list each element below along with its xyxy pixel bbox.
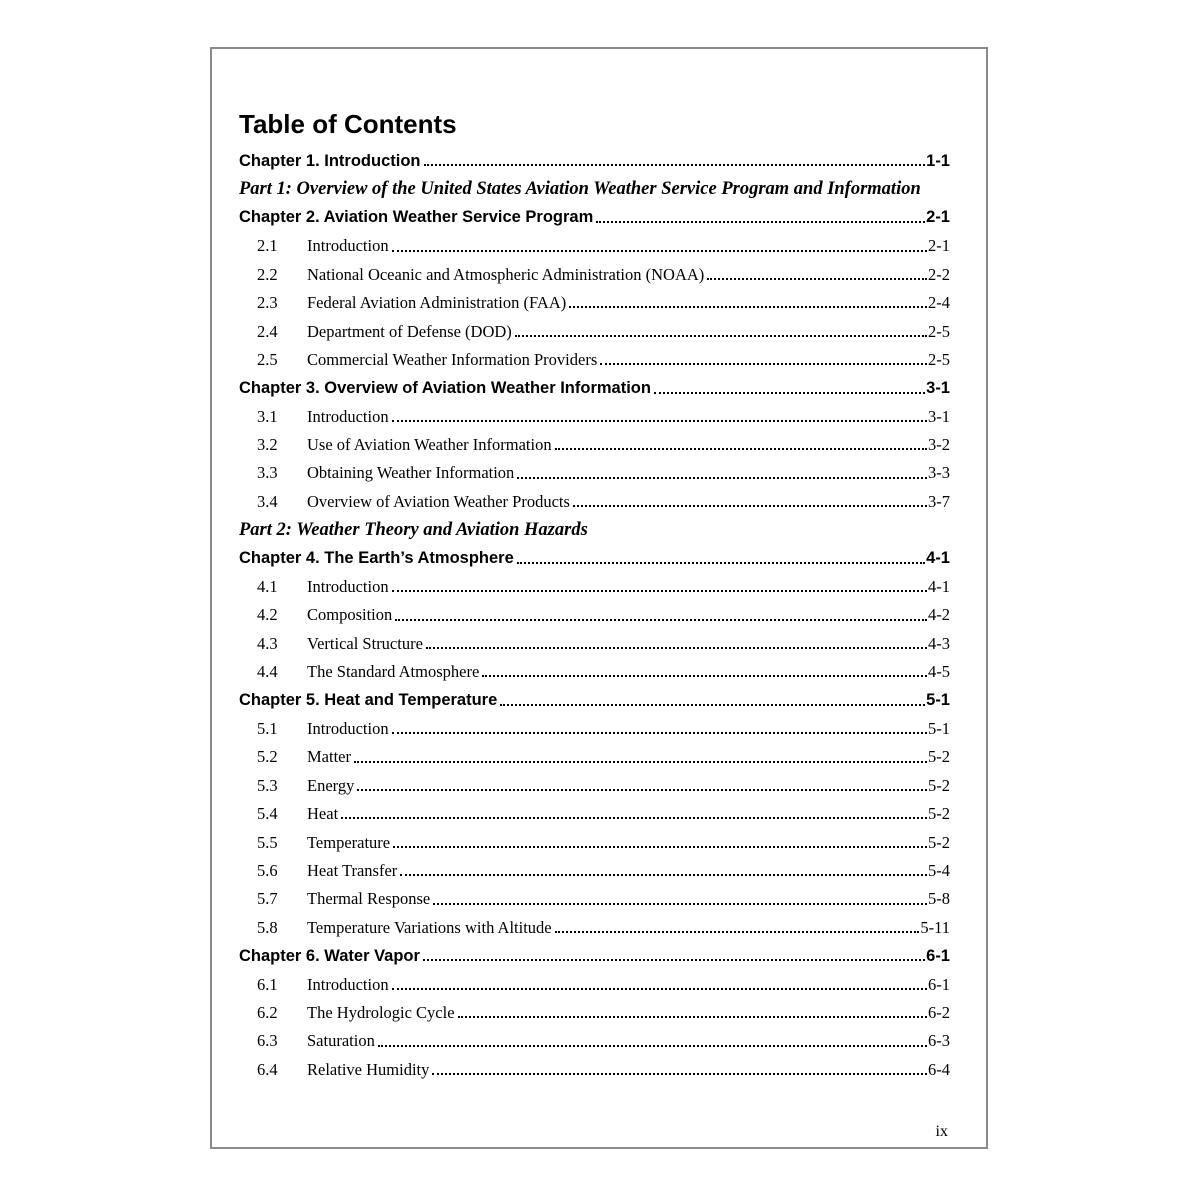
dot-leader [357,789,927,791]
dot-leader [392,988,927,990]
page-reference: 5-2 [928,804,950,824]
section-number: 5.5 [257,832,278,852]
dot-leader [515,335,927,337]
dot-leader [517,562,925,564]
section-label: Heat Transfer [307,860,398,880]
dot-leader [378,1045,927,1047]
section-label: Saturation [307,1031,375,1051]
toc-section [239,885,950,913]
section-label: Composition [307,605,393,625]
section-number: 6.4 [257,1059,278,1079]
chapter-label: Chapter 4. The Earth’s Atmosphere [239,549,514,568]
section-number: 6.1 [257,974,278,994]
page-reference: 3-1 [928,406,950,426]
page-reference: 2-2 [928,264,950,284]
page-reference: 2-5 [928,349,950,369]
dot-leader [555,931,920,933]
section-number: 5.8 [257,917,278,937]
page-reference: 3-7 [928,491,950,511]
page-reference: 2-1 [928,236,950,256]
toc-section [239,999,950,1027]
section-label: Obtaining Weather Information [307,463,515,483]
page-reference: 2-4 [928,293,950,313]
toc-list [239,147,950,1084]
page-reference: 4-5 [928,662,950,682]
section-number: 4.1 [257,577,278,597]
section-number: 4.3 [257,633,278,653]
section-label: Introduction [307,406,389,426]
section-label: The Standard Atmosphere [307,662,480,682]
page-reference: 5-11 [920,917,950,937]
toc-section [239,232,950,260]
toc-section [239,1056,950,1084]
toc-section [239,601,950,629]
section-number: 2.5 [257,349,278,369]
section-label: Relative Humidity [307,1059,430,1079]
dot-leader [423,959,925,961]
dot-leader [573,505,927,507]
page-reference: 3-2 [928,435,950,455]
toc-section [239,261,950,289]
toc-section [239,459,950,487]
section-number: 2.3 [257,293,278,313]
section-number: 5.4 [257,804,278,824]
section-label: Introduction [307,974,389,994]
section-label: Commercial Weather Information Providers [307,349,598,369]
section-number: 2.2 [257,264,278,284]
toc-part [239,175,950,203]
dot-leader [707,278,927,280]
page-reference: 5-2 [928,832,950,852]
section-label: Department of Defense (DOD) [307,321,512,341]
page-reference: 6-1 [928,974,950,994]
section-number: 2.1 [257,236,278,256]
section-label: Overview of Aviation Weather Products [307,491,570,511]
dot-leader [600,363,927,365]
page-reference: 2-5 [928,321,950,341]
section-number: 2.4 [257,321,278,341]
chapter-label: Chapter 5. Heat and Temperature [239,691,498,710]
dot-leader [426,647,927,649]
toc-section [239,772,950,800]
toc-section [239,1027,950,1055]
section-label: Introduction [307,236,389,256]
page-reference: 4-1 [928,577,950,597]
section-label: Temperature [307,832,391,852]
dot-leader [392,420,927,422]
section-label: Introduction [307,719,389,738]
toc-content [239,109,950,1084]
section-label: Federal Aviation Administration (FAA) [307,293,567,313]
dot-leader [433,903,927,905]
page-number: ix [935,1123,948,1140]
page-reference: 5-4 [928,860,950,880]
document-page [210,47,988,1149]
section-number: 6.2 [257,1002,278,1022]
toc-section [239,488,950,516]
dot-leader [393,846,927,848]
toc-section [239,743,950,771]
toc-section [239,857,950,885]
part-label: Part 1: Overview of the United States Aviation Weather Service Program and Information [239,179,921,200]
dot-leader [341,817,927,819]
page-reference: 6-4 [928,1059,950,1079]
toc-chapter [239,374,950,402]
chapter-label: Chapter 6. Water Vapor [239,946,420,965]
page-reference: 5-2 [928,747,950,767]
section-label: Energy [307,775,355,795]
page-reference: 4-3 [928,633,950,653]
dot-leader [555,448,927,450]
section-number: 3.2 [257,435,278,455]
section-number: 5.7 [257,889,278,909]
toc-chapter [239,686,950,714]
page-reference: 1-1 [926,151,950,170]
page-reference: 6-2 [928,1002,950,1022]
dot-leader [354,761,927,763]
toc-section [239,403,950,431]
page-reference: 6-1 [926,946,950,965]
dot-leader [392,732,927,734]
dot-leader [482,675,927,677]
toc-section [239,828,950,856]
dot-leader [424,164,926,166]
page-reference: 5-1 [926,691,950,710]
chapter-label: Chapter 1. Introduction [239,151,421,170]
page-reference: 5-2 [928,775,950,795]
dot-leader [596,221,925,223]
page-reference: 5-1 [928,719,950,738]
section-label: Introduction [307,577,389,597]
page-reference: 6-3 [928,1031,950,1051]
section-number: 4.4 [257,662,278,682]
dot-leader [517,477,927,479]
section-label: Thermal Response [307,889,431,909]
toc-section [239,346,950,374]
section-number: 5.3 [257,775,278,795]
toc-section [239,658,950,686]
section-label: Heat [307,804,339,824]
chapter-label: Chapter 3. Overview of Aviation Weather Information [239,378,651,397]
dot-leader [654,392,925,394]
toc-section [239,573,950,601]
section-label: National Oceanic and Atmospheric Administration (NOAA) [307,264,705,284]
dot-leader [458,1016,927,1018]
page-reference: 3-3 [928,463,950,483]
toc-section [239,715,950,743]
section-label: Matter [307,747,351,767]
dot-leader [392,590,927,592]
part-label: Part 2: Weather Theory and Aviation Hazards [239,519,588,540]
dot-leader [392,250,927,252]
section-label: The Hydrologic Cycle [307,1002,455,1022]
page-reference: 4-1 [926,549,950,568]
toc-title: Table of Contents [239,109,457,139]
page-reference: 3-1 [926,378,950,397]
toc-section [239,431,950,459]
dot-leader [432,1073,927,1075]
toc-section [239,289,950,317]
toc-chapter [239,942,950,970]
dot-leader [395,619,927,621]
section-label: Use of Aviation Weather Information [307,435,552,455]
toc-section [239,800,950,828]
dot-leader [400,874,927,876]
toc-section [239,630,950,658]
section-number: 6.3 [257,1031,278,1051]
toc-chapter [239,204,950,232]
section-number: 3.4 [257,491,278,511]
section-number: 4.2 [257,605,278,625]
toc-section [239,317,950,345]
section-number: 3.3 [257,463,278,483]
section-label: Temperature Variations with Altitude [307,917,552,937]
chapter-label: Chapter 2. Aviation Weather Service Program [239,208,594,227]
section-label: Vertical Structure [307,633,423,653]
toc-chapter [239,147,950,175]
page-reference: 4-2 [928,605,950,625]
section-number: 3.1 [257,406,278,426]
dot-leader [569,306,927,308]
dot-leader [500,704,925,706]
toc-chapter [239,544,950,572]
page-reference: 2-1 [926,208,950,227]
section-number: 5.1 [257,719,278,738]
toc-part [239,516,950,544]
toc-section [239,970,950,998]
section-number: 5.2 [257,747,278,767]
section-number: 5.6 [257,860,278,880]
page-reference: 5-8 [928,889,950,909]
toc-section [239,914,950,942]
